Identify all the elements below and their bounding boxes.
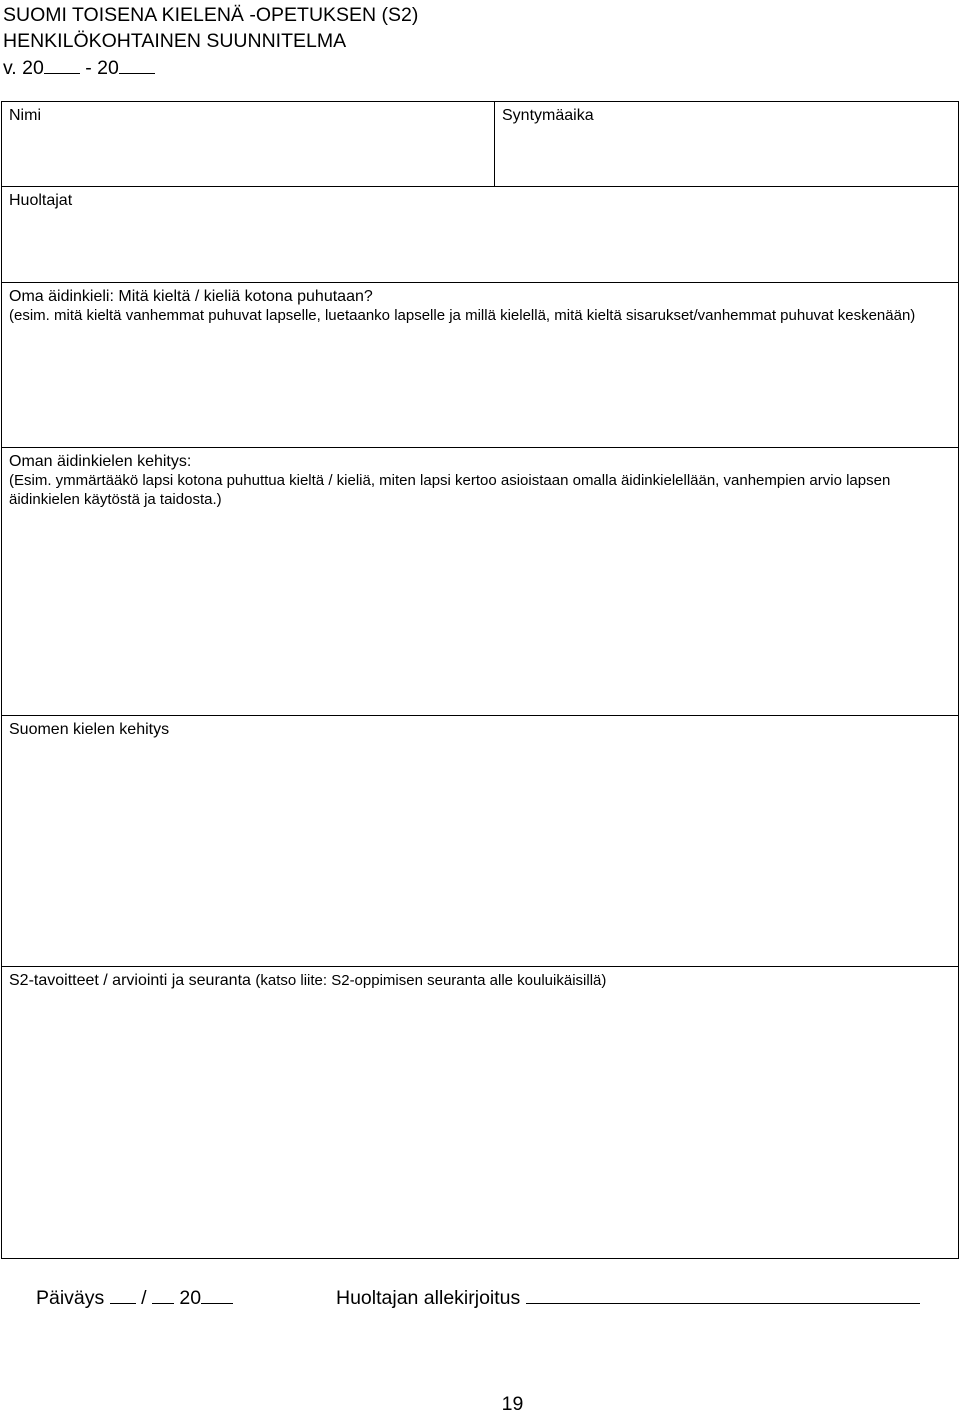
document-header: [3, 2, 418, 81]
year-start-blank[interactable]: [44, 54, 80, 74]
finnish-development-field[interactable]: [2, 716, 958, 967]
date-line: [36, 1284, 233, 1311]
date-label: Päiväys: [36, 1287, 105, 1309]
date-year-blank[interactable]: [201, 1284, 233, 1304]
mother-tongue-field[interactable]: [2, 448, 958, 716]
s2-goals-field[interactable]: [2, 967, 958, 1258]
name-label: Nimi: [9, 107, 41, 124]
name-birthdate-row: [2, 102, 958, 187]
home-language-hint: (esim. mitä kieltä vanhemmat puhuvat lapselle, luetaanko lapselle ja millä kielellä, mitä kieltä sisarukset/vanhemmat puhuvat keskenään): [9, 307, 916, 324]
date-day-blank[interactable]: [110, 1284, 136, 1304]
s2-goals-hint: (katso liite: S2-oppimisen seuranta alle kouluikäisillä): [255, 972, 607, 989]
s2-goals-label: [9, 971, 951, 990]
title-line-2: HENKILÖKOHTAINEN SUUNNITELMA: [3, 30, 347, 52]
year-separator: - 20: [79, 57, 119, 79]
date-slash: /: [141, 1287, 147, 1309]
page-number: 19: [501, 1393, 524, 1415]
birthdate-label: Syntymäaika: [502, 107, 594, 124]
year-end-blank[interactable]: [119, 54, 155, 74]
year-prefix: v. 20: [3, 57, 44, 79]
home-language-label: Oma äidinkieli: Mitä kieltä / kieliä kotona puhutaan?: [9, 288, 373, 305]
title-line-1: SUOMI TOISENA KIELENÄ -OPETUKSEN (S2): [3, 4, 419, 26]
signature-line: [336, 1284, 920, 1311]
school-year-line: [3, 54, 418, 81]
date-month-blank[interactable]: [152, 1284, 174, 1304]
plan-form: [1, 101, 959, 1259]
date-year-prefix: 20: [179, 1287, 202, 1309]
signature-blank[interactable]: [526, 1284, 920, 1304]
mother-tongue-label: Oman äidinkielen kehitys:: [9, 453, 192, 470]
guardians-label: Huoltajat: [9, 192, 73, 209]
mother-tongue-hint: (Esim. ymmärtääkö lapsi kotona puhuttua kieltä / kieliä, miten lapsi kertoo asioistaan omalla äidinkielellään, vanhempien arvio lapsen äidinkielen käytöstä ja taidosta.): [9, 472, 891, 508]
signature-label: Huoltajan allekirjoitus: [336, 1287, 521, 1309]
s2-goals-title: S2-tavoitteet / arviointi ja seuranta: [9, 972, 251, 989]
birthdate-field[interactable]: [495, 102, 958, 186]
finnish-development-label: Suomen kielen kehitys: [9, 721, 170, 738]
guardians-field[interactable]: [2, 187, 958, 283]
name-field[interactable]: [2, 102, 495, 186]
home-language-field[interactable]: [2, 283, 958, 448]
